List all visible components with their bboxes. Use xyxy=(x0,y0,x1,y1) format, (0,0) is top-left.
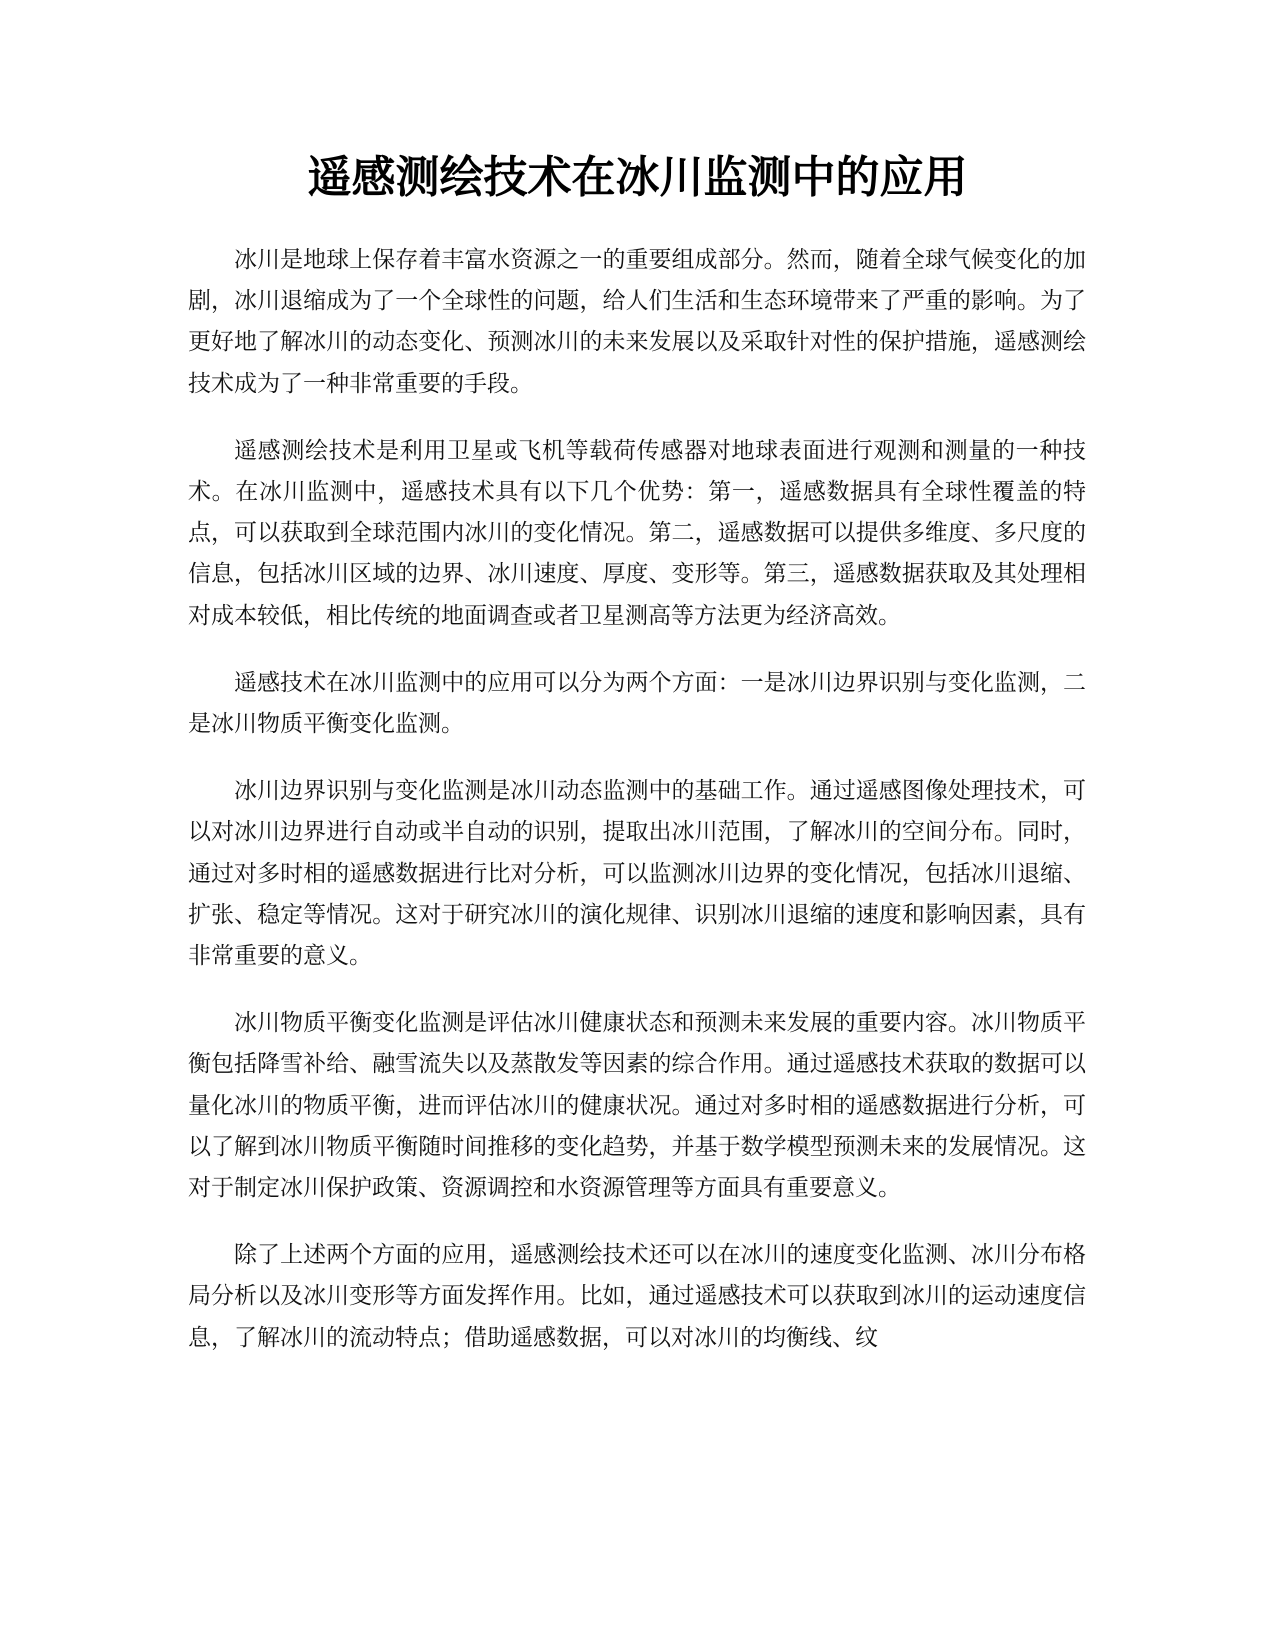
document-body xyxy=(188,240,1086,1385)
paragraph-1: 冰川是地球上保存着丰富水资源之一的重要组成部分。然而，随着全球气候变化的加剧，冰川退缩成为了一个全球性的问题，给人们生活和生态环境带来了严重的影响。为了更好地了解冰川的动态变化、预测冰川的未来发展以及采取针对性的保护措施，遥感测绘技术成为了一种非常重要的手段。 xyxy=(188,247,1086,397)
paragraph-4: 冰川边界识别与变化监测是冰川动态监测中的基础工作。通过遥感图像处理技术，可以对冰川边界进行自动或半自动的识别，提取出冰川范围，了解冰川的空间分布。同时，通过对多时相的遥感数据进行比对分析，可以监测冰川边界的变化情况，包括冰川退缩、扩张、稳定等情况。这对于研究冰川的演化规律、识别冰川退缩的速度和影响因素，具有非常重要的意义。 xyxy=(188,778,1086,970)
paragraph-2: 遥感测绘技术是利用卫星或飞机等载荷传感器对地球表面进行观测和测量的一种技术。在冰川监测中，遥感技术具有以下几个优势：第一，遥感数据具有全球性覆盖的特点，可以获取到全球范围内冰川的变化情况。第二，遥感数据可以提供多维度、多尺度的信息，包括冰川区域的边界、冰川速度、厚度、变形等。第三，遥感数据获取及其处理相对成本较低，相比传统的地面调查或者卫星测高等方法更为经济高效。 xyxy=(188,437,1086,629)
document-title: 遥感测绘技术在冰川监测中的应用 xyxy=(307,152,968,203)
paragraph-6: 除了上述两个方面的应用，遥感测绘技术还可以在冰川的速度变化监测、冰川分布格局分析以及冰川变形等方面发挥作用。比如，通过遥感技术可以获取到冰川的运动速度信息，了解冰川的流动特点；借助遥感数据，可以对冰川的均衡线、纹 xyxy=(188,1242,1086,1351)
paragraph-3: 遥感技术在冰川监测中的应用可以分为两个方面：一是冰川边界识别与变化监测，二是冰川物质平衡变化监测。 xyxy=(188,669,1086,738)
paragraph-5: 冰川物质平衡变化监测是评估冰川健康状态和预测未来发展的重要内容。冰川物质平衡包括降雪补给、融雪流失以及蒸散发等因素的综合作用。通过遥感技术获取的数据可以量化冰川的物质平衡，进而评估冰川的健康状况。通过对多时相的遥感数据进行分析，可以了解到冰川物质平衡随时间推移的变化趋势，并基于数学模型预测未来的发展情况。这对于制定冰川保护政策、资源调控和水资源管理等方面具有重要意义。 xyxy=(188,1010,1086,1202)
